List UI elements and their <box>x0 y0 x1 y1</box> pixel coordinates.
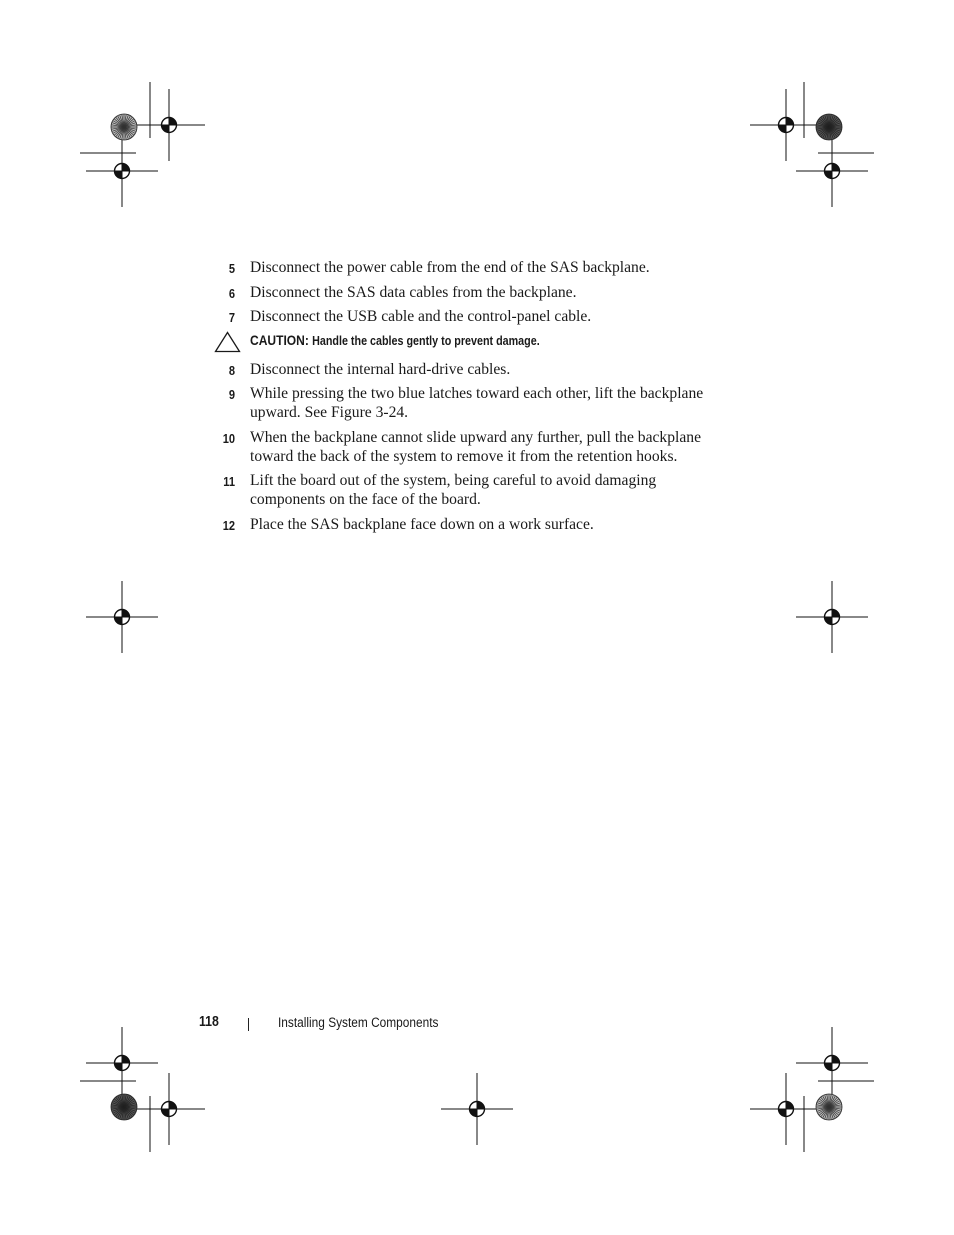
step-item <box>214 471 734 509</box>
caution-message: Handle the cables gently to prevent damage. <box>312 333 540 348</box>
step-item <box>214 307 734 326</box>
step-text: Disconnect the internal hard-drive cables. <box>250 360 511 378</box>
step-item <box>214 384 734 422</box>
step-text: Place the SAS backplane face down on a work surface. <box>250 515 594 533</box>
step-item <box>214 360 734 379</box>
step-number: 11 <box>223 474 235 489</box>
step-number: 10 <box>222 430 235 446</box>
step-number: 6 <box>228 285 235 301</box>
step-text: While pressing the two blue latches toward each other, lift the backplane upward. See Figure 3-24. <box>250 385 704 421</box>
footer-divider <box>248 1018 249 1031</box>
step-item <box>214 283 734 302</box>
procedure-steps <box>214 258 734 539</box>
caution-text <box>250 332 540 348</box>
step-item <box>214 258 734 277</box>
step-number: 12 <box>222 517 235 533</box>
step-number: 5 <box>228 261 235 276</box>
step-text: Disconnect the power cable from the end of the SAS backplane. <box>250 259 650 276</box>
caution-notice <box>214 332 734 354</box>
caution-label: CAUTION: <box>250 331 309 348</box>
step-text: When the backplane cannot slide upward any further, pull the backplane toward the back of the system to remove it from the retention hooks. <box>250 428 701 465</box>
step-number: 8 <box>228 362 235 378</box>
step-item <box>214 428 734 466</box>
step-text: Disconnect the SAS data cables from the backplane. <box>250 283 577 301</box>
page-footer <box>0 1014 954 1036</box>
step-number: 9 <box>228 387 235 402</box>
step-text: Disconnect the USB cable and the control-panel cable. <box>250 308 592 325</box>
page-number: 118 <box>199 1014 219 1030</box>
step-item <box>214 515 734 534</box>
footer-section-title: Installing System Components <box>278 1015 439 1030</box>
caution-triangle-icon <box>214 331 241 353</box>
step-text: Lift the board out of the system, being careful to avoid damaging components on the face of the board. <box>250 472 657 508</box>
step-number: 7 <box>228 310 235 325</box>
